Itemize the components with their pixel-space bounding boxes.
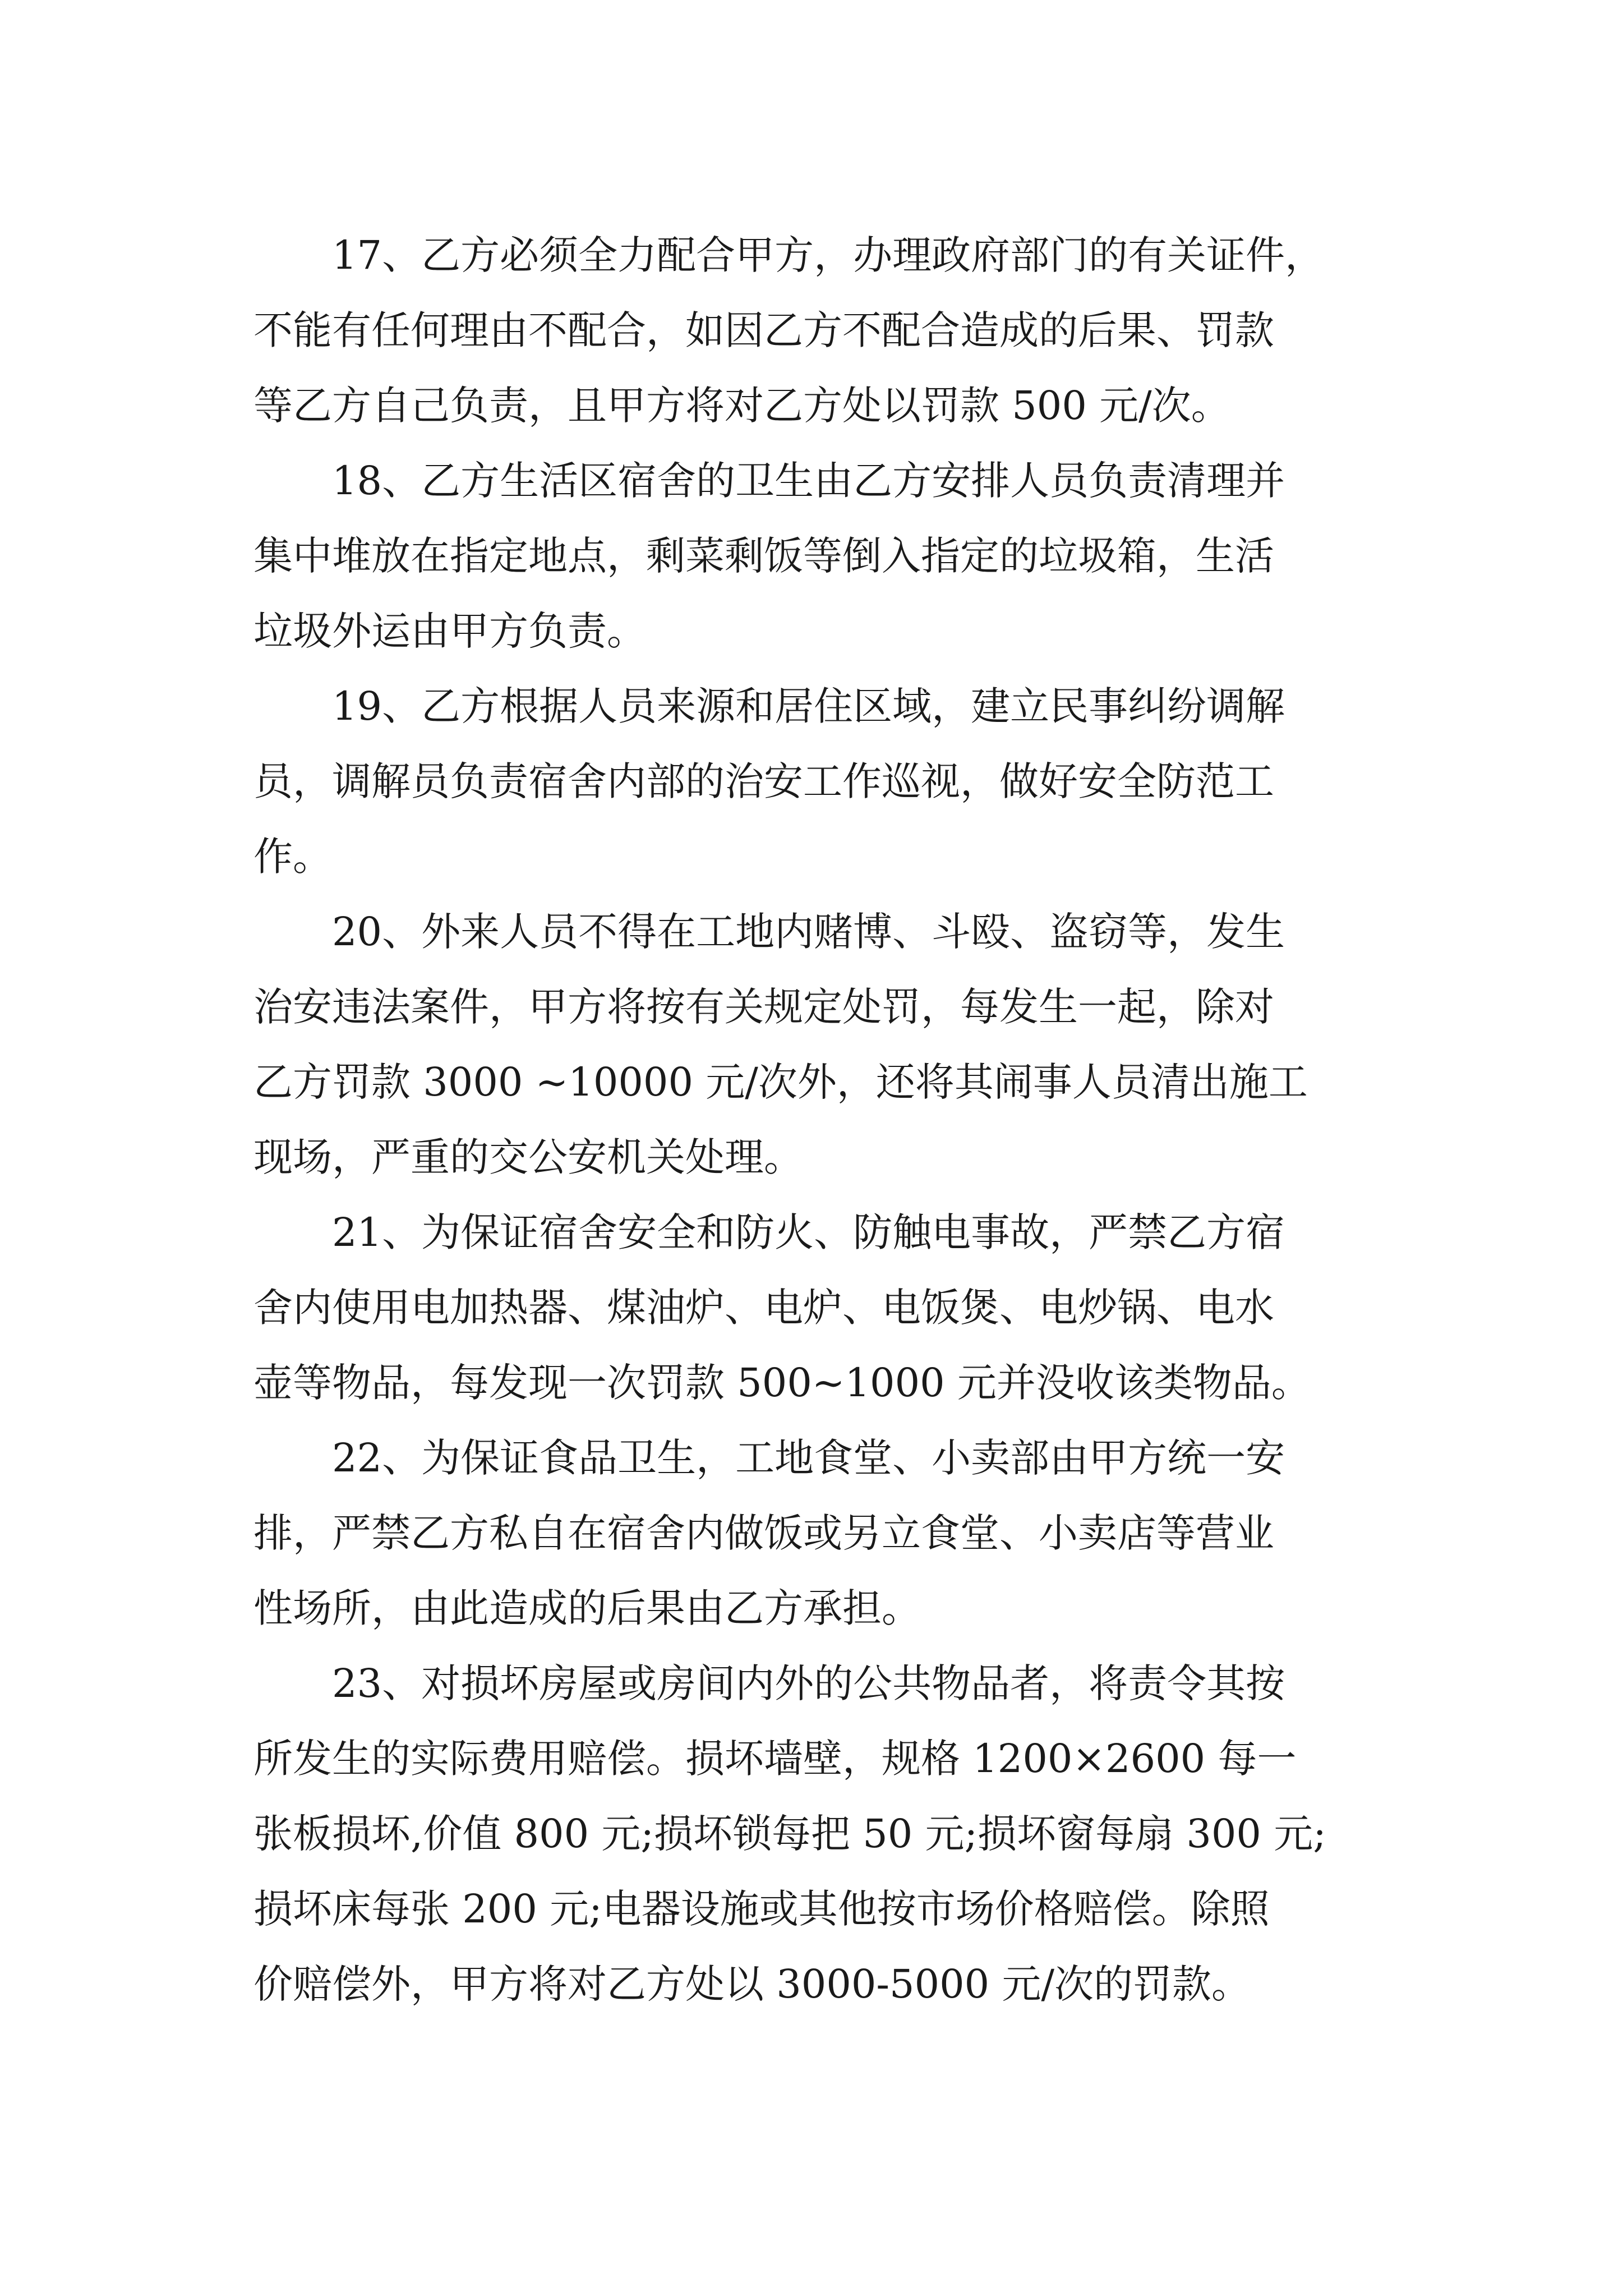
clause-20-line: 20、外来人员不得在工地内赌博、斗殴、盗窃等，发生 (332, 909, 1285, 955)
clause-23-line: 所发生的实际费用赔偿。损坏墙壁，规格 1200×2600 每一 (253, 1736, 1297, 1782)
clause-22-line: 22、为保证食品卫生，工地食堂、小卖部由甲方统一安 (332, 1435, 1285, 1481)
clause-23-line: 张板损坏,价值 800 元;损坏锁每把 50 元;损坏窗每扇 300 元; (253, 1811, 1326, 1857)
clause-22-line: 性场所，由此造成的后果由乙方承担。 (253, 1585, 921, 1631)
clause-19 (253, 669, 1386, 894)
clause-18-line: 垃圾外运由甲方负责。 (253, 608, 646, 654)
clause-20-line: 治安违法案件，甲方将按有关规定处罚，每发生一起，除对 (253, 984, 1274, 1030)
clause-23-line: 损坏床每张 200 元;电器设施或其他按市场价格赔偿。除照 (253, 1886, 1270, 1932)
document-body (253, 218, 1386, 2022)
clause-23 (253, 1646, 1386, 2022)
clause-20-line: 乙方罚款 3000 ~10000 元/次外，还将其闹事人员清出施工 (253, 1059, 1308, 1105)
clause-18-line: 集中堆放在指定地点，剩菜剩饭等倒入指定的垃圾箱，生活 (253, 533, 1274, 579)
clause-23-line: 价赔偿外，甲方将对乙方处以 3000-5000 元/次的罚款。 (253, 1961, 1251, 2007)
clause-17-line: 等乙方自己负责，且甲方将对乙方处以罚款 500 元/次。 (253, 383, 1230, 429)
clause-21-line: 舍内使用电加热器、煤油炉、电炉、电饭煲、电炒锅、电水 (253, 1285, 1274, 1331)
clause-23-line: 23、对损坏房屋或房间内外的公共物品者，将责令其按 (332, 1660, 1285, 1706)
clause-17 (253, 218, 1386, 443)
clause-18 (253, 443, 1386, 669)
clause-21-line: 壶等物品，每发现一次罚款 500~1000 元并没收该类物品。 (253, 1360, 1311, 1406)
clause-20-line: 现场，严重的交公安机关处理。 (253, 1134, 803, 1180)
clause-21 (253, 1195, 1386, 1420)
clause-20 (253, 894, 1386, 1195)
clause-19-line: 作。 (253, 834, 332, 880)
clause-17-line: 17、乙方必须全力配合甲方，办理政府部门的有关证件， (332, 232, 1325, 278)
clause-19-line: 19、乙方根据人员来源和居住区域，建立民事纠纷调解 (332, 683, 1285, 729)
clause-17-line: 不能有任何理由不配合，如因乙方不配合造成的后果、罚款 (253, 307, 1274, 353)
clause-22-line: 排，严禁乙方私自在宿舍内做饭或另立食堂、小卖店等营业 (253, 1510, 1274, 1556)
clause-22 (253, 1420, 1386, 1646)
clause-18-line: 18、乙方生活区宿舍的卫生由乙方安排人员负责清理并 (332, 458, 1285, 504)
clause-21-line: 21、为保证宿舍安全和防火、防触电事故，严禁乙方宿 (332, 1209, 1285, 1255)
clause-19-line: 员，调解员负责宿舍内部的治安工作巡视，做好安全防范工 (253, 758, 1274, 804)
